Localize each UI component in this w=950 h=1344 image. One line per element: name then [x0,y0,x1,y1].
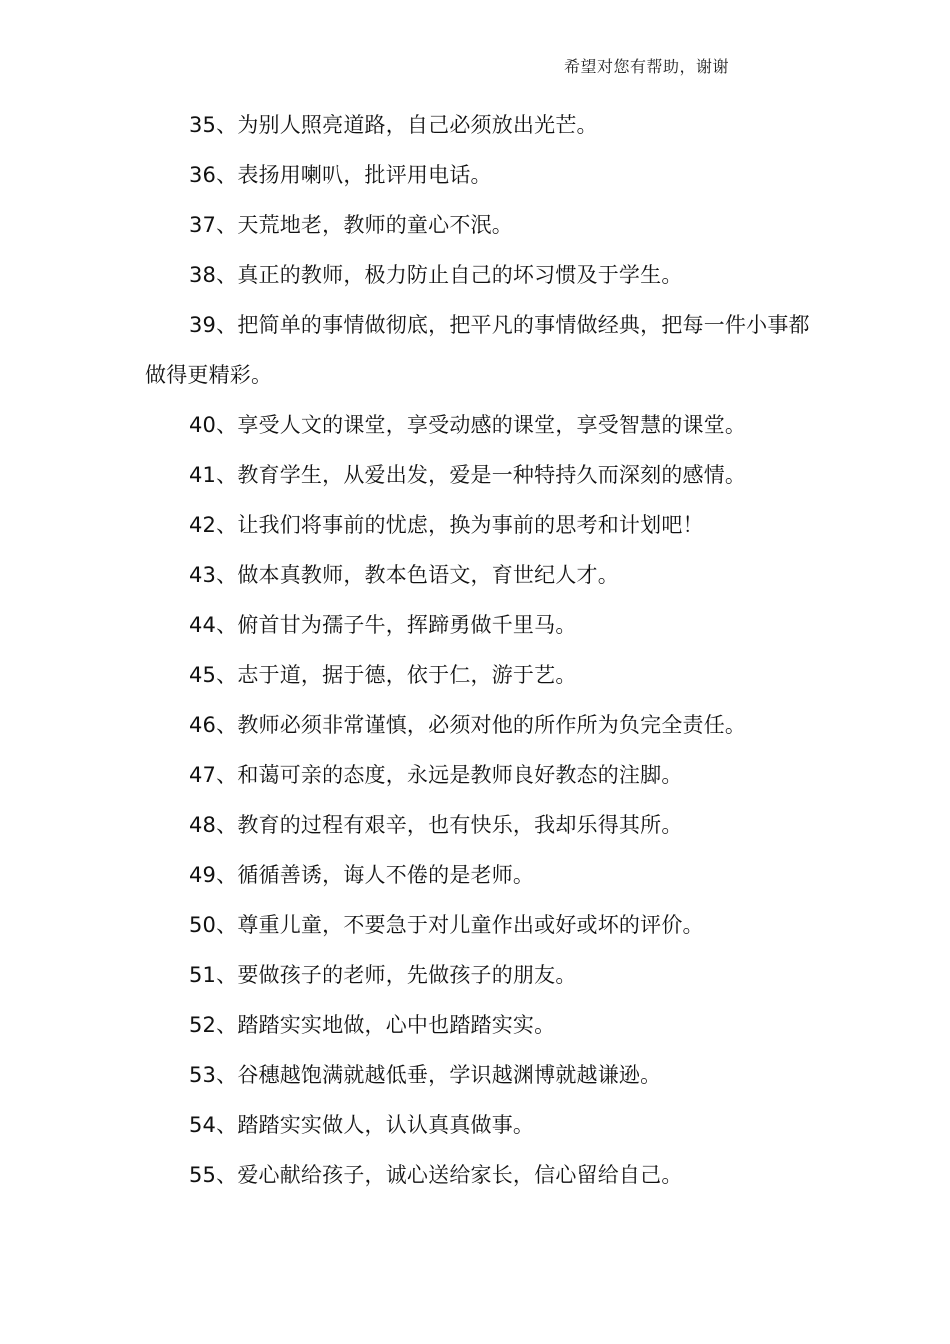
list-item: 55、爱心献给孩子，诚心送给家长，信心留给自己。 [189,1163,683,1187]
list-item: 51、要做孩子的老师，先做孩子的朋友。 [189,963,577,987]
list-item: 54、踏踏实实做人，认认真真做事。 [189,1113,535,1137]
list-item: 41、教育学生，从爱出发，爱是一种特持久而深刻的感情。 [189,463,747,487]
list-item: 40、享受人文的课堂，享受动感的课堂，享受智慧的课堂。 [189,413,747,437]
quote-list [145,100,810,1200]
list-item: 39、把简单的事情做彻底，把平凡的事情做经典，把每一件小事都做得更精彩。 [145,313,810,387]
list-item: 44、俯首甘为孺子牛，挥蹄勇做千里马。 [189,613,577,637]
list-item: 53、谷穗越饱满就越低垂，学识越渊博就越谦逊。 [189,1063,662,1087]
list-item: 46、教师必须非常谨慎，必须对他的所作所为负完全责任。 [189,713,747,737]
list-item: 42、让我们将事前的忧虑，换为事前的思考和计划吧！ [189,513,704,537]
list-item: 38、真正的教师，极力防止自己的坏习惯及于学生。 [189,263,683,287]
list-item: 36、表扬用喇叭，批评用电话。 [189,163,492,187]
header-note: 希望对您有帮助，谢谢 [564,57,730,76]
list-item: 45、志于道，据于德，依于仁，游于艺。 [189,663,577,687]
list-item: 50、尊重儿童，不要急于对儿童作出或好或坏的评价。 [189,913,704,937]
list-item: 52、踏踏实实地做，心中也踏踏实实。 [189,1013,556,1037]
list-item: 47、和蔼可亲的态度，永远是教师良好教态的注脚。 [189,763,683,787]
list-item: 37、天荒地老，教师的童心不泯。 [189,213,513,237]
list-item: 35、为别人照亮道路，自己必须放出光芒。 [189,113,598,137]
list-item: 49、循循善诱，诲人不倦的是老师。 [189,863,535,887]
list-item: 48、教育的过程有艰辛，也有快乐，我却乐得其所。 [189,813,683,837]
list-item: 43、做本真教师，教本色语文，育世纪人才。 [189,563,619,587]
